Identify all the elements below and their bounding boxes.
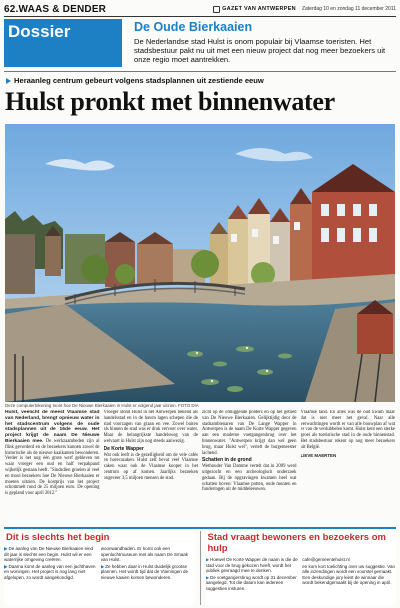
box-right-column-1 [206, 557, 300, 593]
article-column-2 [104, 410, 199, 522]
triangle-bullet-icon [6, 78, 11, 84]
arrow-icon: ▶ [4, 563, 8, 569]
arrow-icon: ▶ [205, 574, 209, 580]
masthead-name: GAZET VAN ANTWERPEN [222, 6, 296, 12]
dossier-intro: De Nederlandse stad Hulst is onom populair bij Vlaamse toeristen. Het stadsbestuur pakt nu uit met een nieuw project dat nog meer bezoekers uit onze regio moet aantrekken. [134, 37, 386, 64]
subheading: De Korte Wapper [103, 445, 144, 452]
header-divider [4, 16, 396, 17]
sidebar-boxes [4, 531, 396, 605]
arrow-icon: ▶ [205, 557, 209, 562]
box-right-title: Stad vraagt bewoners en bezoekers om hulp [207, 532, 386, 554]
article-column-3 [202, 410, 297, 522]
arrow-icon: ▶ [4, 546, 8, 551]
box-divider [4, 527, 396, 529]
crest-icon [213, 6, 220, 13]
article-col3-text-2: Wethouder Van Damme vertelt dat in 2009 werd uitgezocht en een archeologisch onderzoek gedaan. Bij de opgravingen kwamen heel wat schatten boven: Vlaamse potten, oude munten en funderingen uit de middeleeuwen. [202, 464, 297, 493]
box-right [206, 531, 397, 605]
dossier-badge [4, 19, 122, 67]
list-item: ▶De voetgangersbrug wordt op 31 december aangelegd. Tot die datum kan iedereen suggesties insturen. [205, 574, 297, 591]
list-item: en kom kort toelichting over uw suggestie. Van alle inzendingen wordt een voorstel gemaakt. Een deskundige jury kiest de winnaar die wordt bekendgemaakt bij de opening in april. [302, 563, 395, 586]
list-item: ▶Hoewel De Korte Wapper de naam is die de stad voor de brug gekozen heeft, wordt het publiek gevraagd mee te denken. [205, 557, 298, 574]
list-item: ▶Ze hebben daar in Hulst duidelijk grootse plannen. Het wordt tijd dat de Vlamingen de nieuwe kaaien komen bewonderen. [100, 563, 189, 580]
article-photo [5, 124, 395, 402]
issue-date: Zaterdag 10 en zondag 11 december 2011 [301, 6, 396, 12]
article-col2-text: Vroeger stond Hulst in het Antwerpen bekend als handelsstad en in de haven lagen schepen die de stad voorzagen van graan en vee. Zowel buiten als binnen de stad was er druk vervoer over water. Maar de belangrijkste handelsweg van de welvaart in Hulst zijn nog steeds aanwezig. [103, 410, 198, 444]
canal-rendering-image [5, 124, 395, 402]
email-link[interactable]: cafe@gemeentehulst.nl [302, 557, 350, 562]
photo-caption: Deze computertekening toont hoe De Nieuwe Bierkaaien in Hulst er volgend jaar uitzien. FOTO DIA [5, 403, 199, 408]
article-col1-text: De werkzaamheden zijn al flink gevorderd en de bezoekers kunnen zowel de historische als de nieuwe kaaikanten bewonderen. Verder is het nog één grote werf gebleven tot waar vroeger een oud en half verpakpand wijkelijk gestaan heeft. "Sindsdien groeien al veel en mooi bezoekers hoe De Nieuwe Bierkaaien er moeten uitzien. De kostprijs van het project schommelt rond de 25 miljoen euro. De opening is gepland voor april 2012." [5, 438, 100, 497]
article-lead: Hulst, veelicht de meest Vlaamse stad van Nederland, brengt opnieuw water in het stadscentrum volgens de oude stadsplannen uit de 16de eeuw. Het project krijgt de naam De Nieuwe Bierkaaien mee. [5, 410, 100, 444]
article-body [5, 410, 395, 522]
article-col3-text: zicht op de omliggende polders en op het gebied van De Nieuwe Bierkaaien. Gelijktijdig door de stadsambtenaren van De Lange Wapper in Antwerpen is de naam De Korte Wapper gegeven aan een moderne voetgangersbrug over het binnenwater. "Antwerpen krijgt dan wel geen brug, maar Hulst wel", vertelt de burgemeester lachend. [202, 410, 297, 456]
box-left-title: Dit is slechts het begin [6, 532, 110, 543]
box-left [4, 531, 195, 605]
box-left-column-2 [101, 546, 195, 582]
list-item: ▶De aanleg van De Nieuwe Bierkaaien eind dit jaar is slechts een begin. Hulst wil er een waterrijke omgeving creëren. [4, 546, 94, 563]
dossier-title: De Oude Bierkaaien [134, 20, 253, 34]
author-signature: LIEVE MAERTEN [300, 452, 337, 458]
list-item: woonwandhaden. Er komt ook een openluchtmuseum met als naam De Smaak van Hulst. [100, 546, 189, 563]
box-left-column-1 [4, 546, 98, 582]
intro-divider [4, 71, 396, 72]
article-column-4 [301, 410, 396, 522]
article-col4-text: Vlaamse tand. En alles was de oud kwam maar dat is niet meer het geval. Naar alle verwachtingen wordt er van alle bouwplan af wat er van de verdubbelen komt. Hulst kent een sterke groei als toeristische stad in de oude binnenstad. Het stadsbestuur rekent op nog meer bezoekers uit België. [300, 410, 395, 450]
article-kicker-text: Heraanleg centrum gebeurt volgens stadsplannen uit zestiende eeuw [14, 76, 264, 85]
article-col2-text-2: Wat ook leeft is de gezelligheid om de vele cafés en horecazaken. Hulst zelf bevat veel Vlaamse zaken waar ook de Vlaamse kooper in het centrum op af komen. Jaarlijks bezoeken ongeveer 3,5 miljoen mensen de stad. [103, 452, 198, 481]
arrow-icon: ▶ [100, 563, 105, 569]
article-headline: Hulst pronkt met binnenwater [5, 87, 335, 116]
page-header [4, 2, 396, 16]
box-separator [200, 531, 201, 605]
section-label: 62.WAAS & DENDER [4, 3, 107, 15]
dossier-label: Dossier [8, 22, 71, 41]
list-item: ▶Daarna komt de aanleg van een jachthaven en woningen. Het project is nog lang niet afgelopen, zo wordt aangekondigd. [4, 563, 96, 580]
box-right-column-2 [302, 557, 396, 593]
article-kicker [6, 76, 264, 85]
article-column-1 [5, 410, 100, 522]
subheading: Schatten in de grond [202, 457, 252, 464]
masthead [213, 6, 296, 13]
